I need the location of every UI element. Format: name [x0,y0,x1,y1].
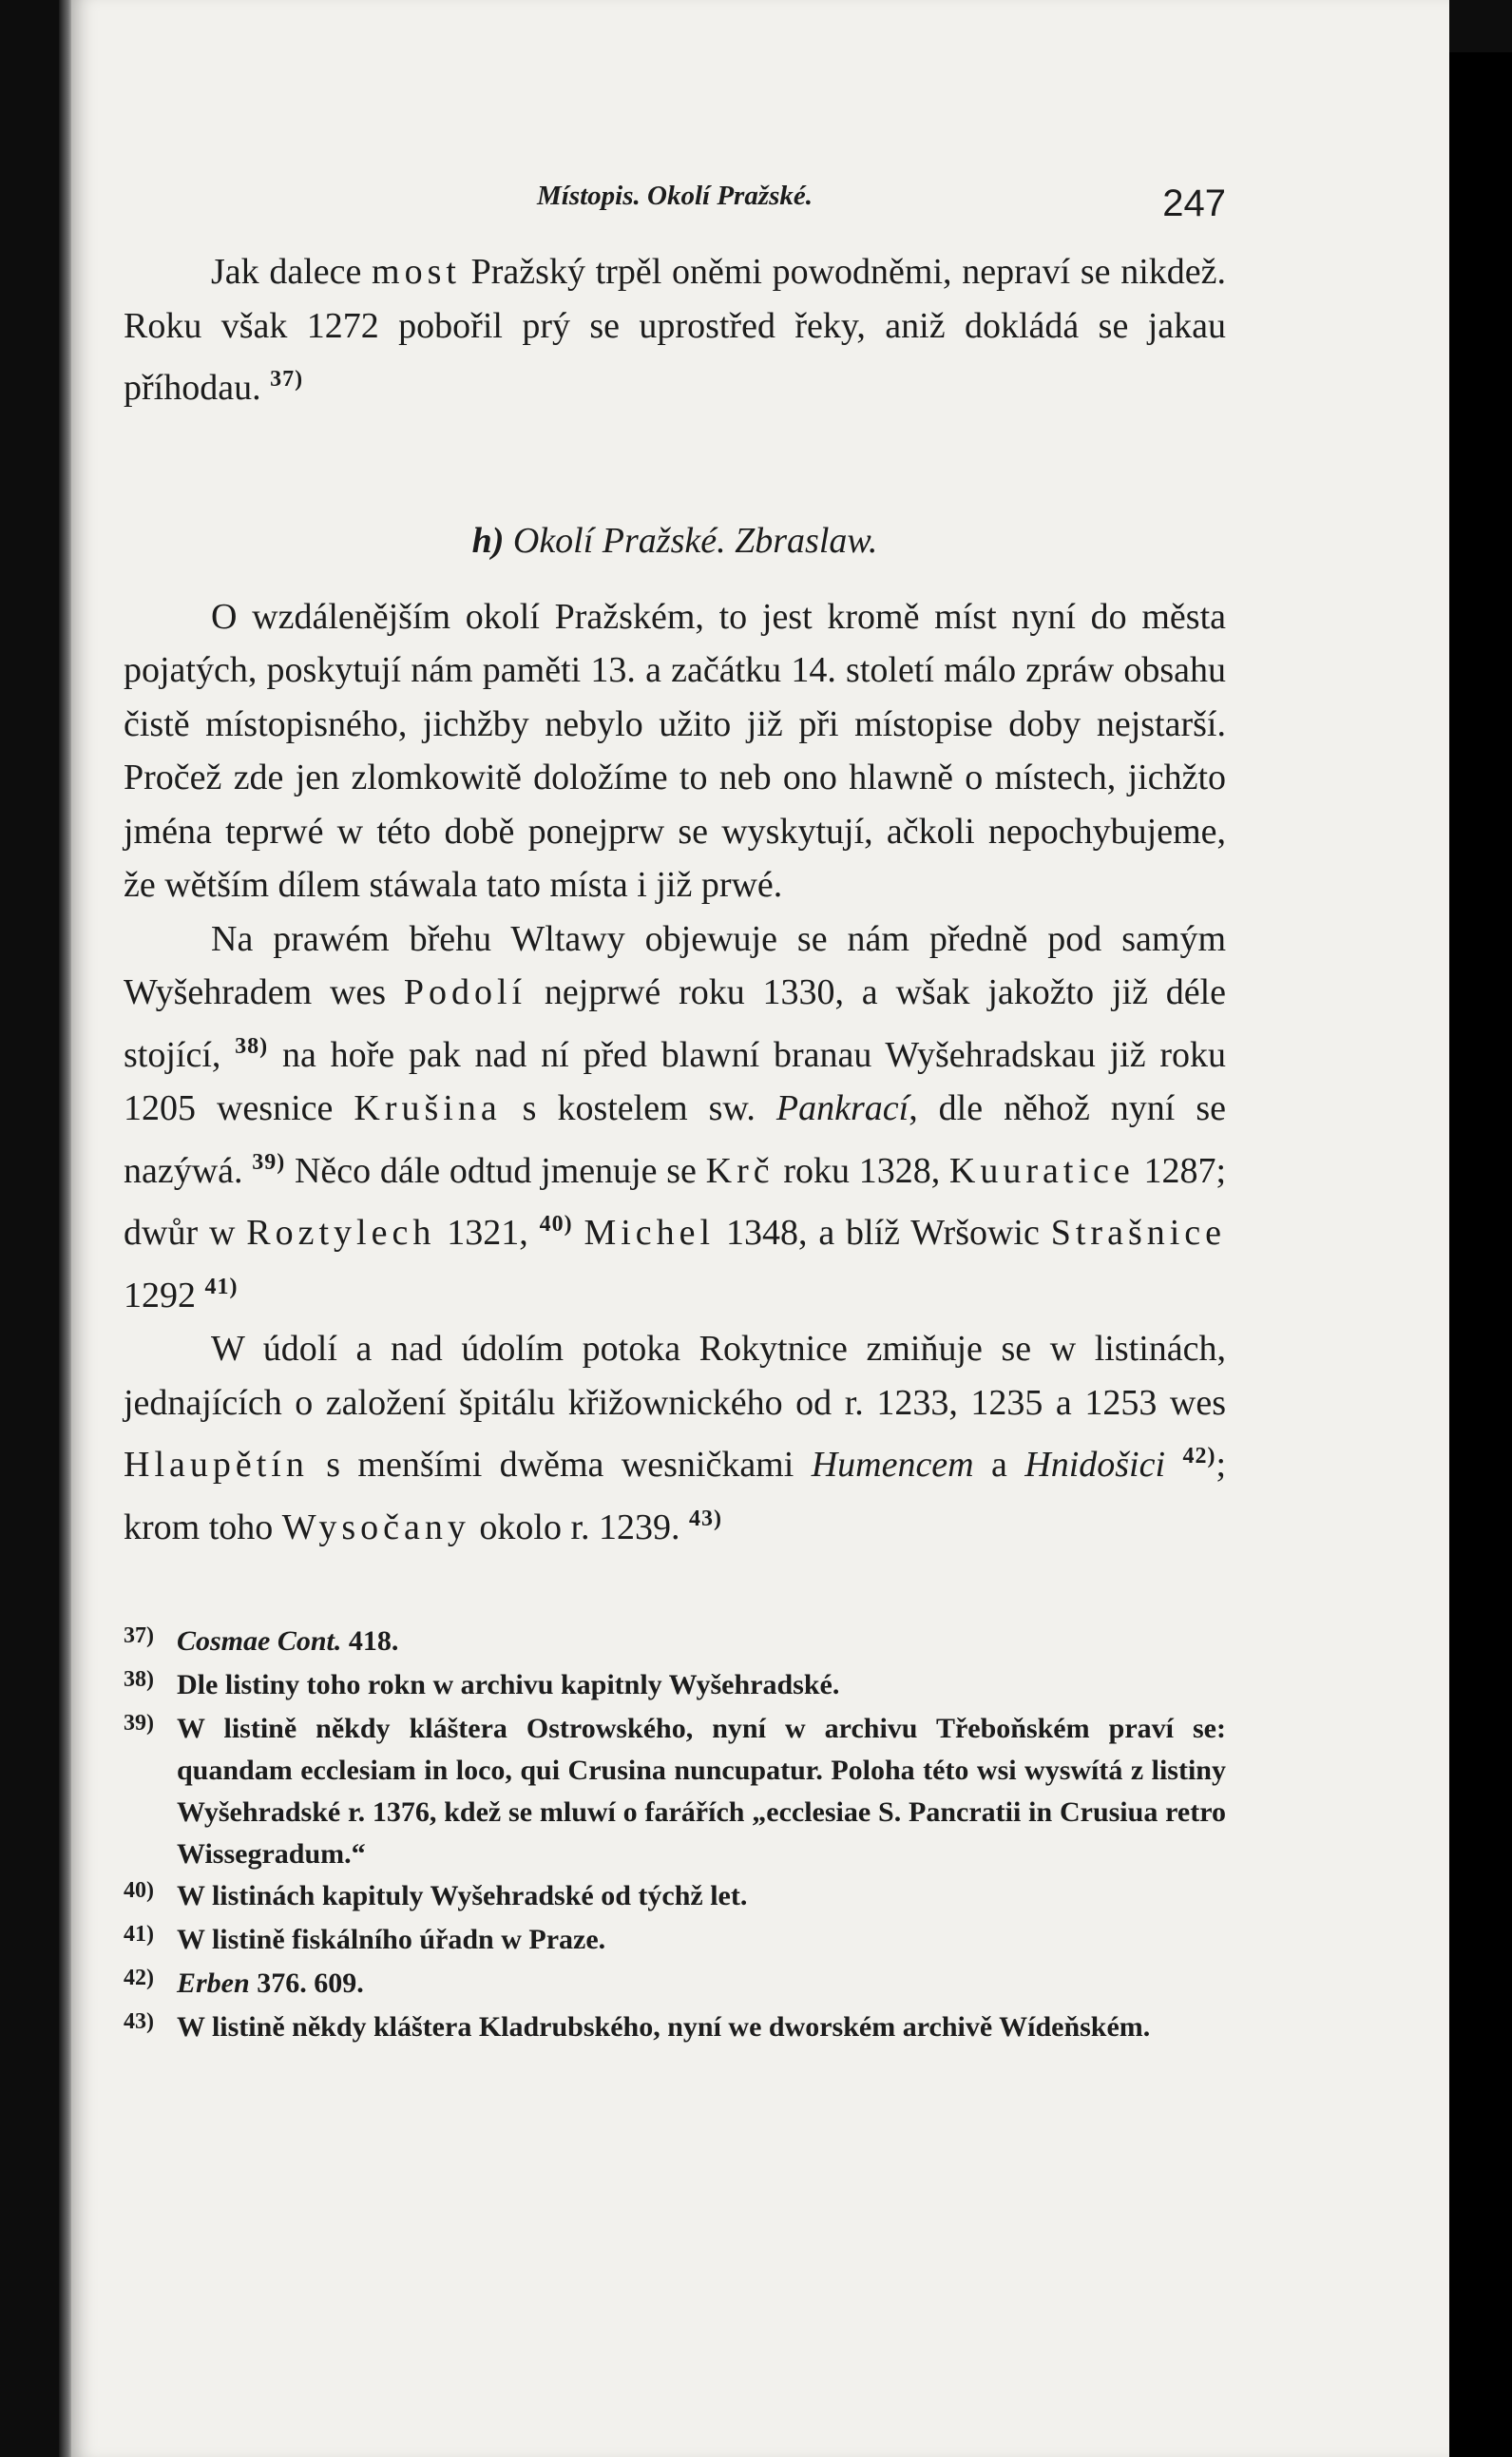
section-heading [124,514,1226,567]
footnote [124,1621,1226,1664]
footnote-text: W listinách kapituly Wyšehradské od týchž let. [177,1880,748,1911]
footnote-number: 37) [124,1623,154,1648]
footnote-number: 40) [124,1878,154,1903]
paragraph-okoli: O wzdálenějším okolí Pražském, to jest kromě míst nyní do města pojatých, poskytují nám paměti 13. a začátku 14. století málo zpráw obsahu čistě místopisného, jichžby nebylo užito již při místopise doby nejstarší. Pročež zde jen zlomkowitě doložíme to neb ono hlawně o místech, jichžto jména teprwé w této době ponejprw se wyskytují, ačkoli nepochybujeme, že wětším dílem stáwala tato místa i již prwé. [124,596,1226,905]
footnote-number: 41) [124,1922,154,1947]
footnote-ref-40[interactable]: 40) [539,1212,573,1237]
footnote-number: 42) [124,1966,154,1990]
footnote-ref-37[interactable]: 37) [270,367,304,392]
page-number: 247 [1162,182,1226,224]
footnote-text: W listině někdy kláštera Ostrowského, nyní w archivu Třeboňském praví se: quandam ecclesiam in loco, qui Crusina nuncupatur. Poloha této wsi wyswítá z listiny Wyšehradské r. 1376, kdež se mluwí o farářích „ecclesiae S. Pancratii in Crusiua retro Wissegradum.“ [177,1713,1226,1870]
paragraph-most: Jak dalece most Pražský trpěl oněmi powodněmi, nepraví se nikdež. Roku však 1272 pobořil prý se uprostřed řeky, aniž dokládá se jakau příhodau. $^{37)}$ [124,252,1226,408]
footnotes [124,1621,1226,2050]
footnote [124,1708,1226,1875]
emphasis-most: most [372,252,461,292]
footnote-number: 39) [124,1711,154,1736]
footnote-number: 38) [124,1667,154,1692]
footnote-ref-38[interactable]: 38) [235,1033,269,1059]
footnote-text: W listině někdy kláštera Kladrubského, nyní we dworském archivě Wídeňském. [177,2011,1151,2043]
section-title: Okolí Pražské. Zbraslaw. [512,520,878,561]
running-head [124,171,1226,238]
footnote [124,1963,1226,2006]
paragraph-rokytnice: W údolí a nad údolím potoka Rokytnice zmiňuje se w listinách, jednajících o založení špitálu křižownického od r. 1233, 1235 a 1253 wes Hlaupětín s menšími dwěma wesničkami Humencem a Hnidošici $^{42)}$; krom toho Wysočany okolo r. 1239. $^{43)}$ [124,1329,1226,1547]
section-label: h) [471,520,505,561]
footnote [124,1875,1226,1919]
footnote [124,2006,1226,2050]
paragraph-vltava: Na prawém břehu Wltawy objewuje se nám předně pod samým Wyšehradem wes Podolí nejprwé roku 1330, a wšak jakožto již déle stojící, $^{38)}$ na hoře pak nad ní před blawní branau Wyšehradskau již roku 1205 wesnice Krušina s kostelem sw. Pankrací, dle něhož nyní se nazýwá. $^{39)}$ Něco dále odtud jmenuje se Krč roku 1328, Kuuratice 1287; dwůr w Roztylech 1321, $^{40)}$ Michel 1348, a blíž Wršowic Strašnice 1292 $^{41)}$ [124,918,1227,1315]
footnote-text: Cosmae Cont. 418. [177,1625,399,1657]
footnote-number: 43) [124,2009,154,2034]
footnote-ref-43[interactable]: 43) [689,1506,723,1531]
footnote [124,1919,1226,1963]
footnote-text: W listině fiskálního úřadn w Praze. [177,1924,606,1955]
scan-border [1449,52,1512,2457]
footnote-ref-42[interactable]: 42) [1182,1444,1216,1468]
footnote-ref-41[interactable]: 41) [204,1274,239,1299]
footnote [124,1664,1226,1708]
footnote-ref-39[interactable]: 39) [252,1149,286,1175]
footnote-text: Dle listiny toho rokn w archivu kapitnly Wyšehradské. [177,1669,840,1700]
page-content [124,171,1226,2050]
running-title: Místopis. Okolí Pražské. [536,181,813,211]
footnote-text: Erben 376. 609. [177,1968,364,1999]
